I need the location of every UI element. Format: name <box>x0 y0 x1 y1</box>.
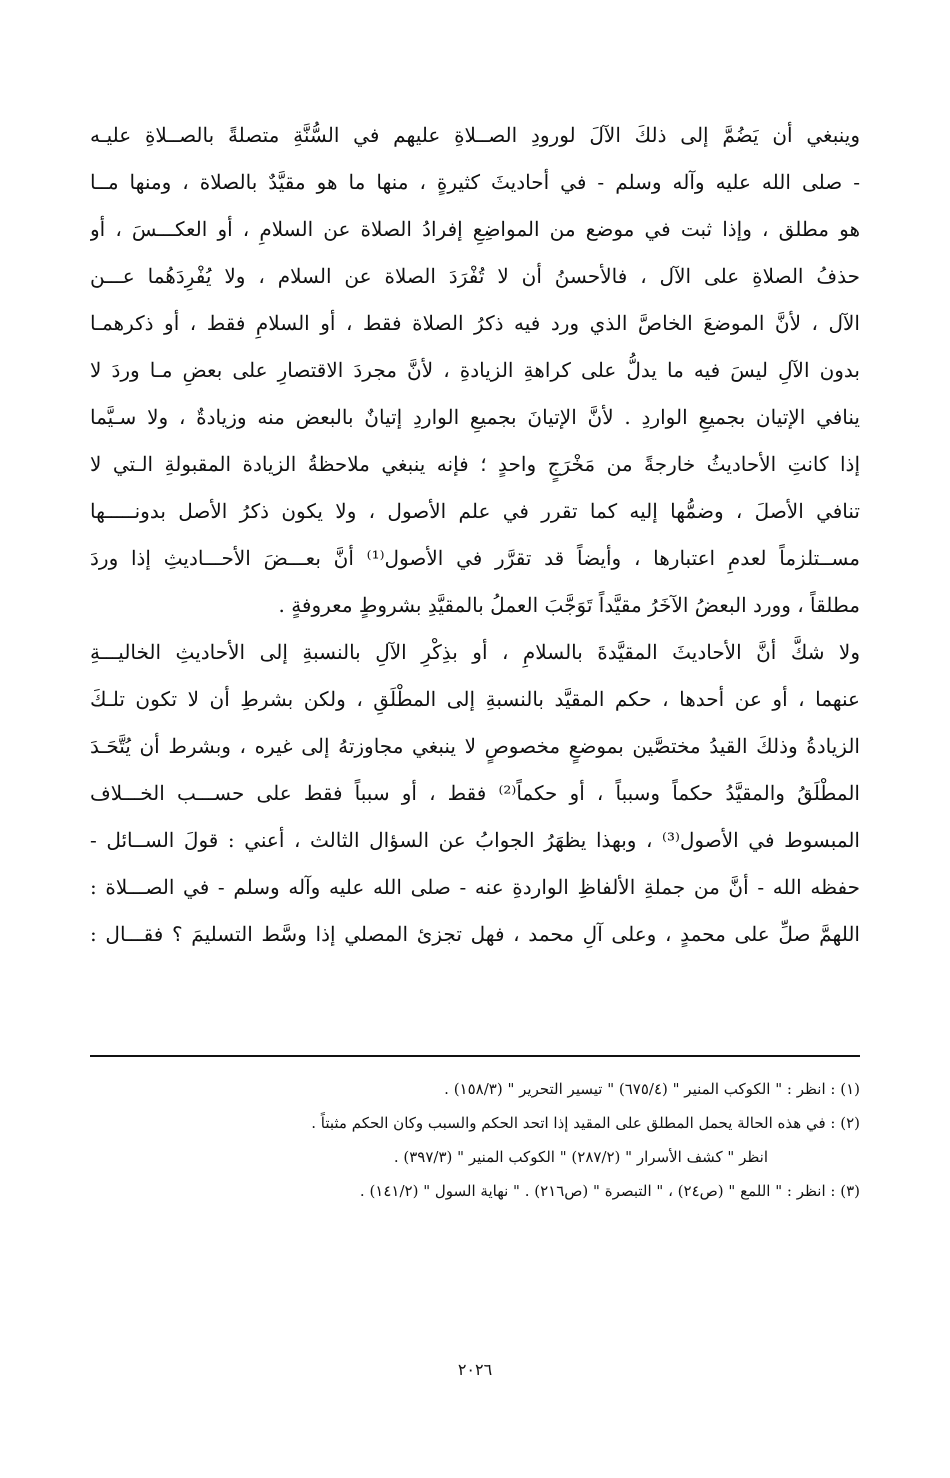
text-line: تنافي الأصلَ ، وضمُّها إليه كما تقرر في علم الأصول ، ولا يكون ذكرُ الأصل بدونـــــها <box>90 499 860 523</box>
text-line: هو مطلق ، وإذا ثبت في موضع من المواضِعِ إفرادُ الصلاة عن السلامِ ، أو العكـــسَ ، أو <box>90 217 860 241</box>
text-line: مطلقاً ، وورد البعضُ الآخَرُ مقيَّداً تَوَجَّبَ العملُ بالمقيَّدِ بشروطٍ معروفةٍ . <box>278 593 860 617</box>
footnote-3: (٣) : انظر : " اللمع " (ص٢٤) ، " التبصرة " (ص٢١٦) . " نهاية السول " (١٤١/٢) . <box>359 1182 860 1200</box>
text-line: بدون الآلِ ليسَ فيه ما يدلُّ على كراهةِ الزيادةِ ، لأنَّ مجردَ الاقتصارِ على بعضِ مـا وردَ لا <box>90 358 860 382</box>
footnote-1: (١) : انظر : " الكوكب المنير " (٦٧٥/٤) " تيسير التحرير " (١٥٨/٣) . <box>444 1080 860 1098</box>
text-line: - صلى الله عليه وآله وسلم - في أحاديثَ كثيرةٍ ، منها ما هو مقيَّدٌ بالصلاة ، ومنها مــا <box>90 170 860 194</box>
text-line: الزيادةُ وذلكَ القيدُ مختصَّين بموضعٍ مخصوصٍ لا ينبغي مجاوزتهُ إلى غيره ، وبشرط أن يُتَّحَـدَ <box>90 734 860 758</box>
text-line: إذا كانتِ الأحاديثُ خارجةً من مَخْرَجٍ واحدٍ ؛ فإنه ينبغي ملاحظةُ الزيادة المقبولةِ الـتي لا <box>90 452 860 476</box>
text-line: ولا شكَّ أنَّ الأحاديثَ المقيَّدةَ بالسلامِ ، أو بذِكْرِ الآلِ بالنسبةِ إلى الأحاديثِ الخاليـــةِ <box>90 640 860 664</box>
text-line: وينبغي أن يَضُمَّ إلى ذلكَ الآلَ لورودِ الصــلاةِ عليهم في السُّنَّةِ متصلةً بالصــلاةِ عليـه <box>90 123 860 147</box>
footnotes <box>90 1072 860 1208</box>
text-line: مســتلزماً لعدمِ اعتبارها ، وأيضاً قد تقرَّر في الأصول⁽¹⁾ أنَّ بعـــضَ الأحـــاديثِ إذا وردَ <box>90 546 860 570</box>
text-line: ينافي الإتيان بجميعِ الواردِ . لأنَّ الإتيانَ بجميعِ الواردِ إتيانٌ بالبعض منه وزيادةٌ ، ولا سـيَّما <box>90 405 860 429</box>
text-line: المطْلَقُ والمقيَّدُ حكماً وسبباً ، أو حكماً⁽²⁾ فقط ، أو سبباً فقط على حســـب الخـــلاف <box>90 781 860 805</box>
text-line: عنهما ، أو عن أحدها ، حكم المقيَّد بالنسبةِ إلى المطْلَقِ ، ولكن بشرطِ أن لا تكون تلـكَ <box>90 687 860 711</box>
text-line: اللهمَّ صلِّ على محمدٍ ، وعلى آلِ محمد ، فهل تجزئ المصلي إذا وسَّط التسليمَ ؟ فقـــال : <box>90 922 860 946</box>
footnote-2: (٢) : في هذه الحالة يحمل المطلق على المقيد إذا اتحد الحكم والسبب وكان الحكم مثبتاً . <box>311 1114 860 1132</box>
text-line: المبسوط في الأصول⁽³⁾ ، وبهذا يظهَرُ الجوابُ عن السؤال الثالث ، أعني : قولَ الســائل - <box>90 828 860 852</box>
text-line: حذفُ الصلاةِ على الآل ، فالأحسنُ أن لا تُفْرَدَ الصلاة عن السلام ، ولا يُفْرِدَهُما عـــن <box>90 264 860 288</box>
text-line: حفظه الله - أنَّ من جملةِ الألفاظِ الواردةِ عنه - صلى الله عليه وآله وسلم - في الصـــلاة : <box>90 875 860 899</box>
page-number: ٢٠٢٦ <box>457 1360 493 1379</box>
text-line: الآل ، لأنَّ الموضعَ الخاصَّ الذي ورد فيه ذكرُ الصلاة فقط ، أو السلامِ فقط ، أو ذكرهمـا <box>90 311 860 335</box>
main-text <box>90 112 860 958</box>
footnote-2-continuation: انظر " كشف الأسرار " (٢٨٧/٢) " الكوكب المنير " (٣٩٧/٣) . <box>393 1148 768 1166</box>
footnote-divider <box>90 1055 860 1057</box>
